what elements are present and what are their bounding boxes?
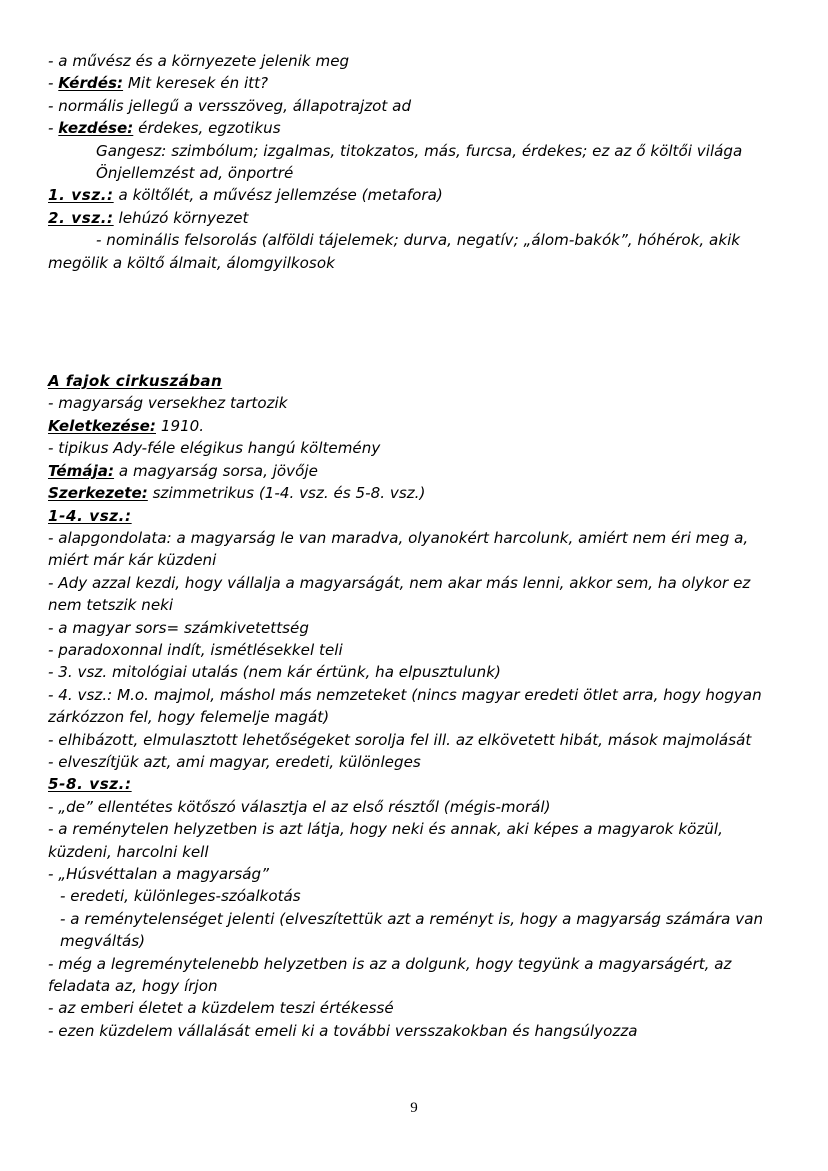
note-line-vsz1 [48, 184, 784, 206]
section-two [48, 370, 784, 1042]
note-line: - tipikus Ady-féle elégikus hangú költemény [48, 439, 381, 458]
note-line: - 4. vsz.: M.o. majmol, máshol más nemzeteket (nincs magyar eredeti ötlet arra, hogy hogyan zárkózzon fel, hogy felemelje magát) [48, 685, 762, 727]
poem-title-text: A fajok cirkuszában [48, 372, 223, 391]
note-line-kerdes [48, 72, 784, 94]
label-vsz-2: 2. vsz.: [48, 208, 114, 227]
note-subline: - eredeti, különleges-szóalkotás [60, 887, 301, 906]
note-line-text: a magyarság sorsa, jövője [114, 461, 318, 480]
note-line-temaja [48, 460, 784, 482]
note-line: - Ady azzal kezdi, hogy vállalja a magyarságát, nem akar más lenni, akkor sem, ha olykor ez nem tetszik neki [48, 573, 751, 615]
note-subline: - a reménytelenséget jelenti (elveszítettük azt a reményt is, hogy a magyarság számára van megváltás) [60, 909, 764, 951]
note-line: - alapgondolata: a magyarság le van maradva, olyanokért harcolunk, amiért nem éri meg a, miért már kár küzdeni [48, 528, 749, 570]
page-number: 9 [410, 1100, 418, 1116]
note-line-vsz-1-4 [48, 505, 784, 527]
label-kerdes: Kérdés: [58, 74, 124, 93]
note-line: - normális jellegű a versszöveg, állapotrajzot ad [48, 96, 412, 115]
note-line: - a művész és a környezete jelenik meg [48, 52, 350, 70]
label-keletkezese: Keletkezése: [48, 416, 156, 435]
note-line-nominalis: - nominális felsorolás (alföldi tájelemek; durva, negatív; „álom-bakók”, hóhérok, akik megölik a költő álmait, álomgyilkosok [48, 231, 741, 272]
note-line-text: Mit keresek én itt? [123, 74, 269, 93]
note-line: - ezen küzdelem vállalását emeli ki a további versszakokban és hangsúlyozza [48, 1021, 638, 1040]
note-line: - magyarság versekhez tartozik [48, 394, 288, 413]
note-line: - „de” ellentétes kötőszó választja el az első résztől (mégis-morál) [48, 797, 551, 816]
note-line-text: érdekes, egzotikus [133, 119, 281, 138]
note-line: - „Húsvéttalan a magyarság” [48, 865, 269, 883]
note-line-vsz2 [48, 207, 784, 229]
section-spacer [48, 274, 784, 370]
note-line-gangesz: Gangesz: szimbólum; izgalmas, titokzatos, más, furcsa, érdekes; ez az ő költői világa [96, 141, 743, 160]
bullet-dash: - [48, 119, 59, 138]
note-line: - elhibázott, elmulasztott lehetőségeket sorolja fel ill. az elkövetett hibát, mások majmolását [48, 730, 752, 749]
note-line-text: a költőlét, a művész jellemzése (metafora) [113, 186, 443, 205]
document-body [48, 50, 784, 1042]
note-line-keletkezese [48, 415, 784, 437]
note-line: - még a legreménytelenebb helyzetben is az a dolgunk, hogy tegyünk a magyarságért, az feladata az, hogy írjon [48, 954, 732, 996]
note-line: - paradoxonnal indít, ismétlésekkel teli [48, 640, 343, 659]
note-line-onjellemzes: Önjellemzést ad, önportré [96, 164, 294, 183]
note-line-text: szimmetrikus (1-4. vsz. és 5-8. vsz.) [147, 484, 426, 503]
note-line: - az emberi életet a küzdelem teszi értékessé [48, 999, 394, 1018]
label-vsz-1-4: 1-4. vsz.: [48, 506, 132, 525]
note-line: - a reménytelen helyzetben is azt látja, hogy neki és annak, aki képes a magyarok közül, küzdeni, harcolni kell [48, 820, 723, 861]
note-line-vsz-5-8 [48, 773, 784, 795]
label-kezdese: kezdése: [58, 119, 134, 138]
label-vsz-5-8: 5-8. vsz.: [48, 775, 132, 794]
bullet-dash: - [48, 74, 59, 93]
note-line: - 3. vsz. mitológiai utalás (nem kár értünk, ha elpusztulunk) [48, 663, 501, 682]
note-line-text: 1910. [156, 416, 205, 435]
note-line: - a magyar sors= számkivetettség [48, 618, 309, 637]
section-one [48, 50, 784, 274]
label-vsz-1: 1. vsz.: [48, 186, 114, 205]
label-szerkezete: Szerkezete: [48, 484, 148, 503]
note-line-kezdese [48, 117, 784, 139]
note-line: - elveszítjük azt, ami magyar, eredeti, különleges [48, 752, 421, 771]
label-temaja: Témája: [48, 461, 115, 480]
note-line-text: lehúzó környezet [113, 208, 249, 227]
note-line-szerkezete [48, 482, 784, 504]
poem-title [48, 370, 784, 392]
